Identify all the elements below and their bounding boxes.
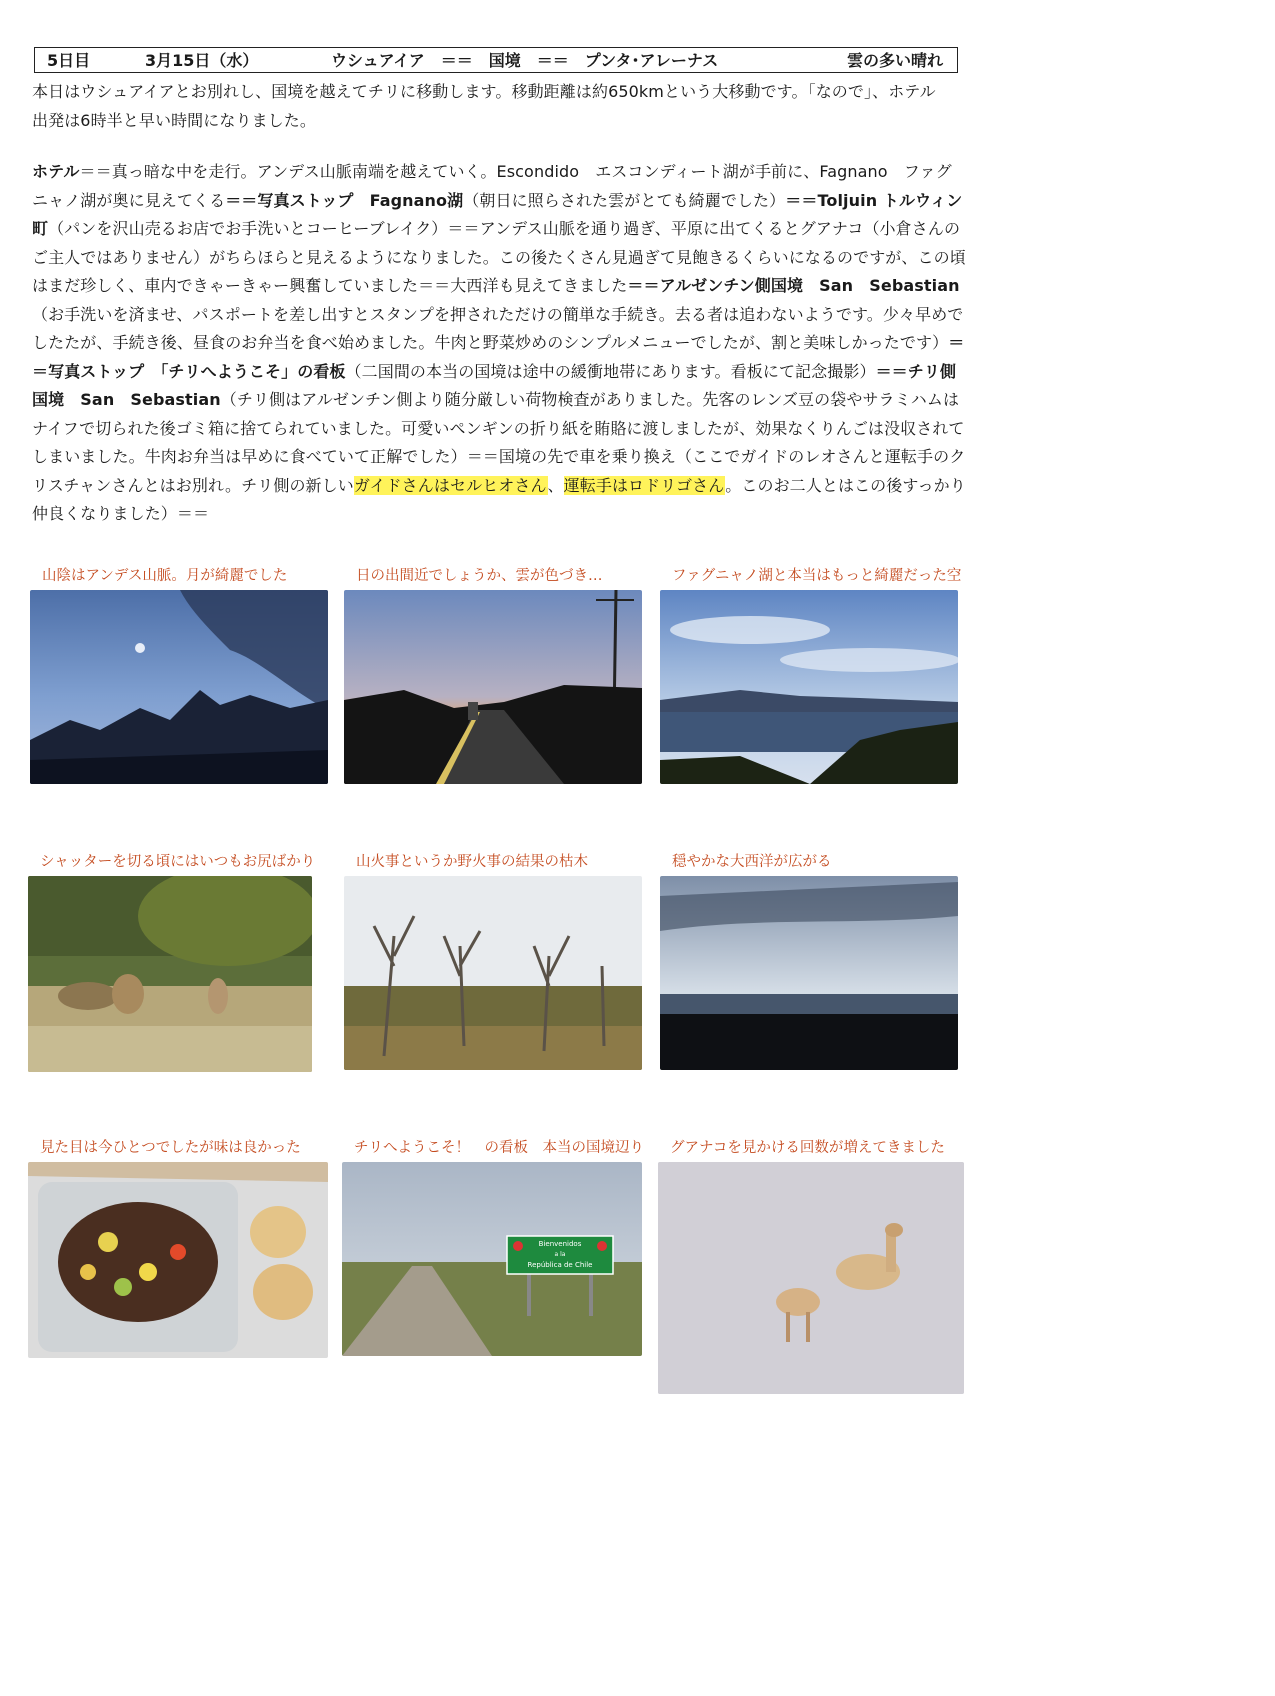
photo-caption: 山陰はアンデス山脈。月が綺麗でした xyxy=(42,568,288,584)
photo-image xyxy=(30,590,328,784)
day-number: 5日目 xyxy=(47,51,91,70)
narrative-text: ＝＝真っ暗な中を走行。アンデス山脈南端を越えていく。Escondido エスコンディート湖が手前に、Fagnano ファグニャノ湖が奥に見えてくる xyxy=(32,162,952,210)
narrative-text: （チリ側はアルゼンチン側より随分厳しい荷物検査がありました。先客のレンズ豆の袋やサラミハムはナイフで切られた後ゴミ箱に捨てられていました。可愛いペンギンの折り紙を賄賂に渡しましたが、効果なくりんごは没収されてしまいました。牛肉お弁当は早めに食べていて正解でした）＝＝国境の先で車を乗り換え（ここでガイドのレオさんと運転手のクリスチャンさんとはお別れ。チリ側の新しい xyxy=(32,390,966,495)
day-header xyxy=(34,47,958,73)
stop-label: ＝＝写真ストップ Fagnano湖 xyxy=(225,190,464,210)
stop-label: ＝＝Toljuin トルウィン町 xyxy=(32,190,963,238)
photo-caption: ファグニャノ湖と本当はもっと綺麗だった空 xyxy=(672,568,962,584)
narrative-text: （パンを沢山売るお店でお手洗いとコーヒーブレイク）＝＝アンデス山脈を通り過ぎ、平原に出てくるとグアナコ（小倉さんのご主人ではありません）がちらほらと見えるようになりました。この後たくさん見過ぎて見飽きるくらいになるのですが、この頃はまだ珍しく、車内できゃーきゃー興奮していました＝＝大西洋も見えてきました xyxy=(32,219,966,295)
photo-image xyxy=(660,876,958,1070)
photo-image xyxy=(342,1162,642,1356)
highlight-driver: 運転手はロドリゴさん xyxy=(563,475,726,495)
photo-caption: グアナコを見かける回数が増えてきました xyxy=(670,1140,945,1156)
photo-caption: 山火事というか野火事の結果の枯木 xyxy=(356,854,588,870)
sign-text: a la xyxy=(554,1251,566,1258)
photo-image xyxy=(658,1162,964,1394)
sign-text: República de Chile xyxy=(527,1261,593,1269)
photo-image xyxy=(344,876,642,1070)
photo-image xyxy=(344,590,642,784)
photo-image xyxy=(28,876,312,1072)
stop-label: ＝＝チリ側国境 San Sebastian xyxy=(32,361,957,409)
photo-caption: 穏やかな大西洋が広がる xyxy=(672,854,832,870)
narrative-text: （朝日に照らされた雲がとても綺麗でした） xyxy=(463,190,786,210)
highlight-guide: ガイドさんはセルヒオさん xyxy=(353,475,548,495)
narrative-paragraph xyxy=(32,158,966,529)
route: ウシュアイア ＝＝ 国境 ＝＝ プンタ･アレーナス xyxy=(331,51,719,70)
stop-label: ＝＝写真ストップ 「チリへようこそ」の看板 xyxy=(32,333,965,381)
narrative-text: 。このお二人とはこの後すっかり仲良くなりました）＝＝ xyxy=(32,475,966,523)
date: 3月15日（水） xyxy=(145,51,259,70)
sign-text: Bienvenidos xyxy=(538,1240,582,1248)
photo-image xyxy=(28,1162,328,1358)
intro-paragraph xyxy=(32,78,966,135)
photo-caption: シャッターを切る頃にはいつもお尻ばかり xyxy=(40,854,316,870)
photo-image xyxy=(660,590,958,784)
intro-line: 本日はウシュアイアとお別れし、国境を越えてチリに移動します。移動距離は約650kmという大移動です。「なので」、ホテル xyxy=(32,82,936,101)
narrative-text: （お手洗いを済ませ、パスポートを差し出すとスタンプを押されただけの簡単な手続き。去る者は追わないようです。少々早めでしたたが、手続き後、昼食のお弁当を食べ始めました。牛肉と野菜炒めのシンプルメニューでしたが、割と美味しかったです） xyxy=(32,304,964,352)
photo-caption: 日の出間近でしょうか、雲が色づき… xyxy=(356,568,603,584)
narrative-text: （二国間の本当の国境は途中の緩衝地帯にあります。看板にて記念撮影） xyxy=(345,361,876,381)
narrative-text: 、 xyxy=(547,475,564,495)
intro-line: 出発は6時半と早い時間になりました。 xyxy=(32,110,316,130)
photo-caption: 見た目は今ひとつでしたが味は良かった xyxy=(40,1140,301,1156)
weather: 雲の多い晴れ xyxy=(846,51,943,70)
stop-label: ホテル xyxy=(32,162,80,181)
stop-label: ＝＝アルゼンチン側国境 San Sebastian xyxy=(627,276,960,295)
photo-caption: チリへようこそ！ の看板 本当の国境辺り xyxy=(354,1140,644,1156)
